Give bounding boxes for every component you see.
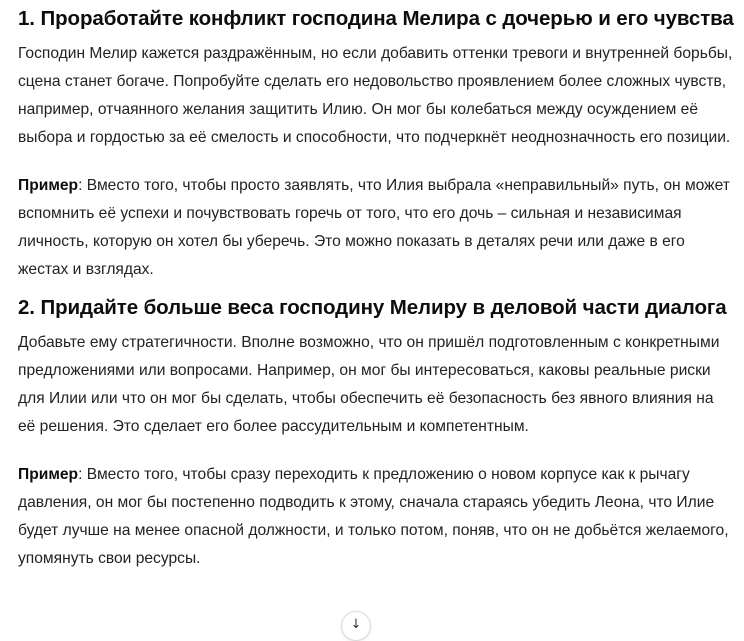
section-heading: 1. Проработайте конфликт господина Мелира с дочерью и его чувства (18, 7, 734, 30)
example-text: : Вместо того, чтобы сразу переходить к предложению о новом корпусе как к рычагу давления, он мог бы постепенно подводить к этому, сначала стараясь убедить Леона, что Илие будет лучше на менее опасной должности, и только потом, поняв, что он не добьётся желаемого, упомянуть свои ресурсы. (18, 466, 729, 567)
example-paragraph (18, 461, 734, 573)
example-paragraph (18, 172, 734, 284)
section-paragraph: Господин Мелир кажется раздражённым, но если добавить оттенки тревоги и внутренней борьбы, сцена станет богаче. Попробуйте сделать его недовольство проявлением более сложных чувств, например, отчаянного желания защитить Илию. Он мог бы колебаться между осуждением её выбора и гордостью за её смелость и способности, что подчеркнёт неоднозначность его позиции. (18, 45, 733, 146)
message-content (18, 0, 734, 573)
scroll-down-button[interactable] (341, 611, 371, 641)
example-label: Пример (18, 466, 79, 483)
section-paragraph: Добавьте ему стратегичности. Вполне возможно, что он пришёл подготовленным с конкретными предложениями или вопросами. Например, он мог бы интересоваться, каковы реальные риски для Илии или что он мог бы сделать, чтобы обеспечить её безопасность без явного влияния на её решения. Это сделает его более рассудительным и компетентным. (18, 334, 720, 435)
example-text: : Вместо того, чтобы просто заявлять, что Илия выбрала «неправильный» путь, он может вспомнить её успехи и почувствовать горечь от того, что его дочь – сильная и независимая личность, которую он хотел бы уберечь. Это можно показать в деталях речи или даже в его жестах и взглядах. (18, 177, 730, 278)
section-heading: 2. Придайте больше веса господину Мелиру в деловой части диалога (18, 296, 727, 319)
arrow-down-icon: ↓ (350, 617, 362, 632)
section-1 (18, 5, 734, 284)
section-2 (18, 294, 734, 573)
example-label: Пример (18, 177, 79, 194)
